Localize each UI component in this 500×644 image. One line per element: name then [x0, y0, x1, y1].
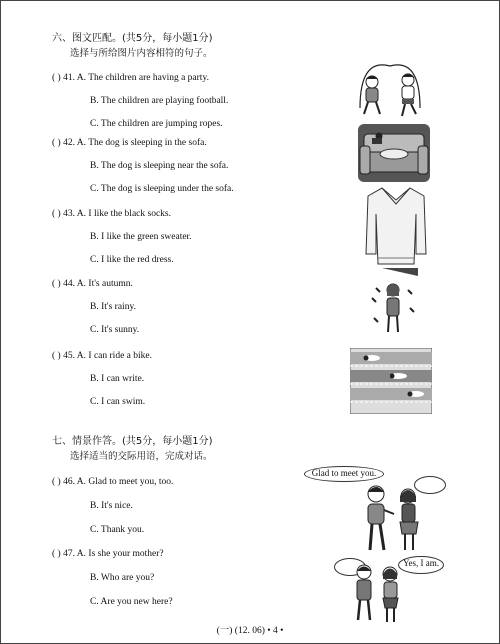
q45-option-c: C. I can swim. — [90, 397, 146, 407]
dog-sofa-picture — [358, 124, 430, 182]
q47-option-a: ( ) 47. A. Is she your mother? — [52, 549, 164, 559]
girl-mother-picture — [350, 562, 408, 624]
sweater-picture — [364, 184, 428, 266]
rainy-girl-picture — [368, 268, 418, 340]
speech-bubble-q47: Yes, I am. — [398, 556, 444, 574]
q43-option-a: ( ) 43. A. I like the black socks. — [52, 209, 171, 219]
q45-option-a: ( ) 45. A. I can ride a bike. — [52, 351, 152, 361]
q42-option-b: B. The dog is sleeping near the sofa. — [90, 161, 229, 171]
q45-option-b: B. I can write. — [90, 374, 145, 384]
q41-option-c: C. The children are jumping ropes. — [90, 119, 223, 129]
q47-option-c: C. Are you new here? — [90, 597, 173, 607]
swimming-pool-picture — [350, 348, 432, 414]
q41-option-b: B. The children are playing football. — [90, 96, 229, 106]
q46-option-a: ( ) 46. A. Glad to meet you, too. — [52, 477, 174, 487]
section6-title: 六、图文匹配。(共5分，每小题1分) — [52, 33, 213, 44]
q43-option-c: C. I like the red dress. — [90, 255, 174, 265]
speech-bubble-q46: Glad to meet you. — [304, 466, 384, 482]
q43-option-b: B. I like the green sweater. — [90, 232, 192, 242]
q46-option-b: B. It's nice. — [90, 501, 133, 511]
q44-option-b: B. It's rainy. — [90, 302, 136, 312]
q42-option-a: ( ) 42. A. The dog is sleeping in the sofa. — [52, 138, 207, 148]
page-footer: (一) (12. 06) • 4 • — [216, 626, 284, 636]
boy-girl-meeting-picture — [360, 484, 426, 556]
section6-instruction: 选择与所给图片内容相符的句子。 — [70, 48, 213, 59]
children-jumping-rope-picture — [350, 58, 430, 120]
section7-title: 七、情景作答。(共5分，每小题1分) — [52, 436, 213, 447]
q41-option-a: ( ) 41. A. The children are having a party. — [52, 73, 209, 83]
section7-instruction: 选择适当的交际用语，完成对话。 — [70, 451, 213, 462]
q44-option-c: C. It's sunny. — [90, 325, 140, 335]
q44-option-a: ( ) 44. A. It's autumn. — [52, 279, 133, 289]
q42-option-c: C. The dog is sleeping under the sofa. — [90, 184, 234, 194]
q46-option-c: C. Thank you. — [90, 525, 145, 535]
q47-option-b: B. Who are you? — [90, 573, 155, 583]
